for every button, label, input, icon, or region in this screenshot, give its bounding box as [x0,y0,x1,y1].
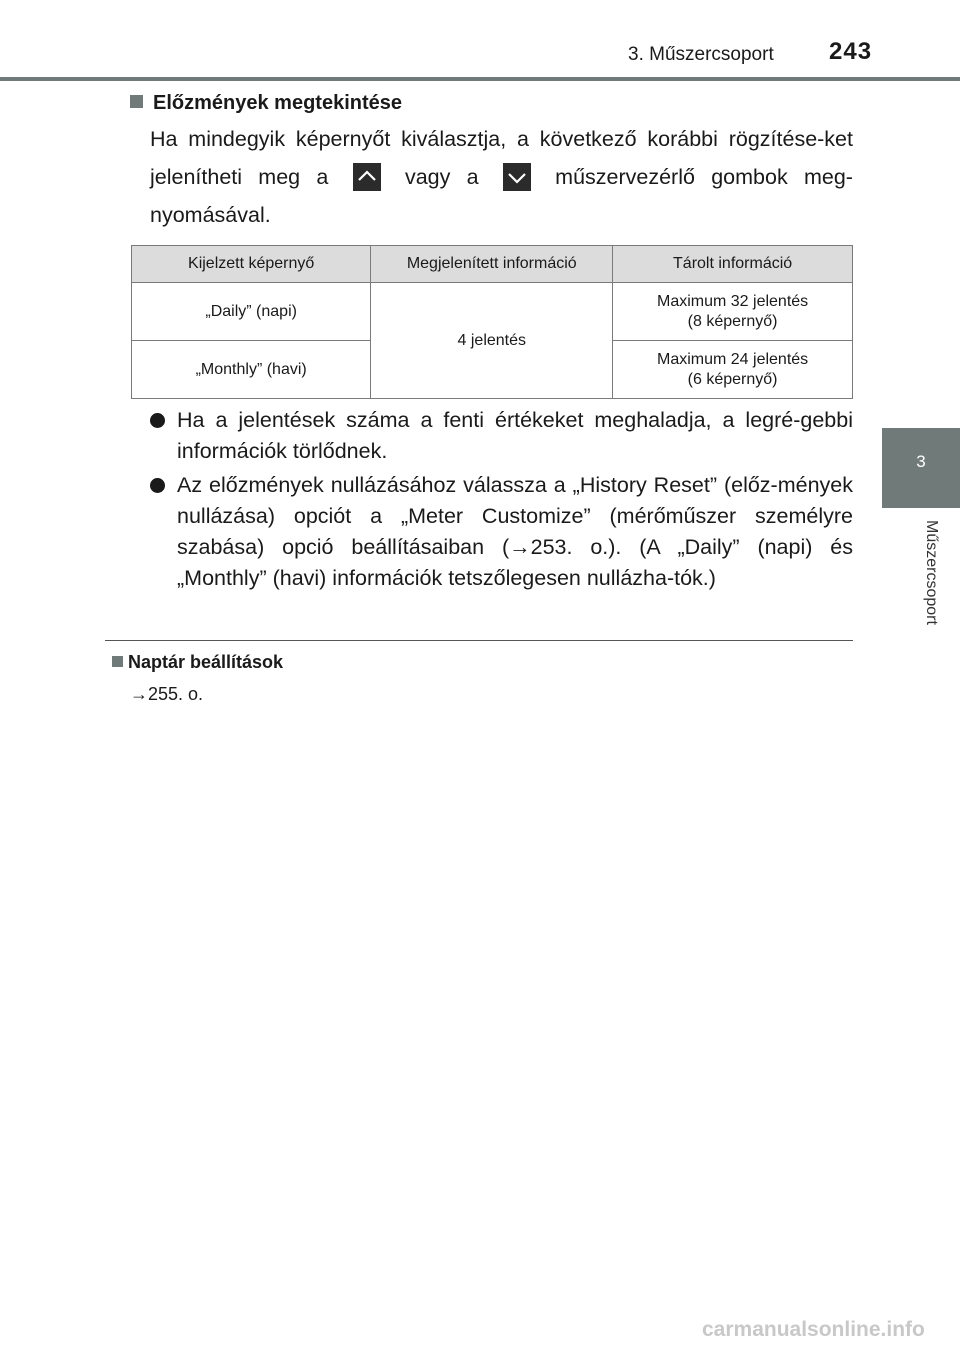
side-tab [882,428,960,508]
header-rule [0,77,960,81]
paragraph-part-3: műszervezérlő gombok meg-nyomásával. [150,165,853,227]
info-table [131,245,853,399]
section-paragraph [150,120,853,234]
table-header-shown: Megjelenített információ [371,246,613,283]
stored-line-1: Maximum 24 jelentés [657,350,809,368]
note-rule [105,640,853,641]
bullet-text: Ha a jelentések száma a fenti értékeket meghaladja, a legré-gebbi információk törlődnek. [177,408,853,463]
stored-line-2: (8 képernyő) [687,312,778,330]
up-button-icon [353,163,381,191]
table-cell-screen: „Monthly” (havi) [132,341,371,399]
note-heading [112,652,283,673]
table-header-screen: Kijelzett képernyő [132,246,371,283]
table-cell-shown: 4 jelentés [371,283,613,399]
bullet-dot-icon [150,478,165,493]
note-reference: →255. o. [130,684,204,704]
note-heading-text: Naptár beállítások [128,652,284,672]
table-header-stored: Tárolt információ [613,246,853,283]
table-cell-screen: „Daily” (napi) [132,283,371,341]
table-cell-stored [613,341,853,399]
square-bullet-icon [112,656,123,667]
stored-line-1: Maximum 32 jelentés [657,292,809,310]
section-heading [130,92,402,115]
side-tab-label: Műszercsoport [923,520,940,625]
paragraph-part-2: vagy a [404,165,479,189]
stored-line-2: (6 képernyő) [687,370,778,388]
table-row [132,283,853,341]
bullet-dot-icon [150,413,165,428]
list-item [150,405,853,467]
down-button-icon [503,163,531,191]
watermark: carmanualsonline.info [702,1318,925,1341]
bullet-list [150,405,853,597]
bullet-text: Az előzmények nullázásához válassza a „History Reset” (előz-mények nullázása) opciót a „Meter Customize” (mérőműszer személyre szabása) opció beállításaiban (→253. o.). (A „Daily” (napi) és „Monthly” (havi) információk tetszőlegesen nullázha-tók.) [177,473,853,590]
paragraph-part-1: Ha mindegyik képernyőt kiválasztja, a következő korábbi rögzítése-ket jelenítheti meg a [150,127,853,189]
page-number: 243 [829,38,873,65]
table-header-row [132,246,853,283]
section-heading-text: Előzmények megtekintése [153,92,402,114]
header-section-title: 3. Műszercsoport [628,44,774,65]
square-bullet-icon [130,95,143,108]
side-tab-number: 3 [916,452,926,471]
list-item [150,470,853,594]
table-cell-stored [613,283,853,341]
